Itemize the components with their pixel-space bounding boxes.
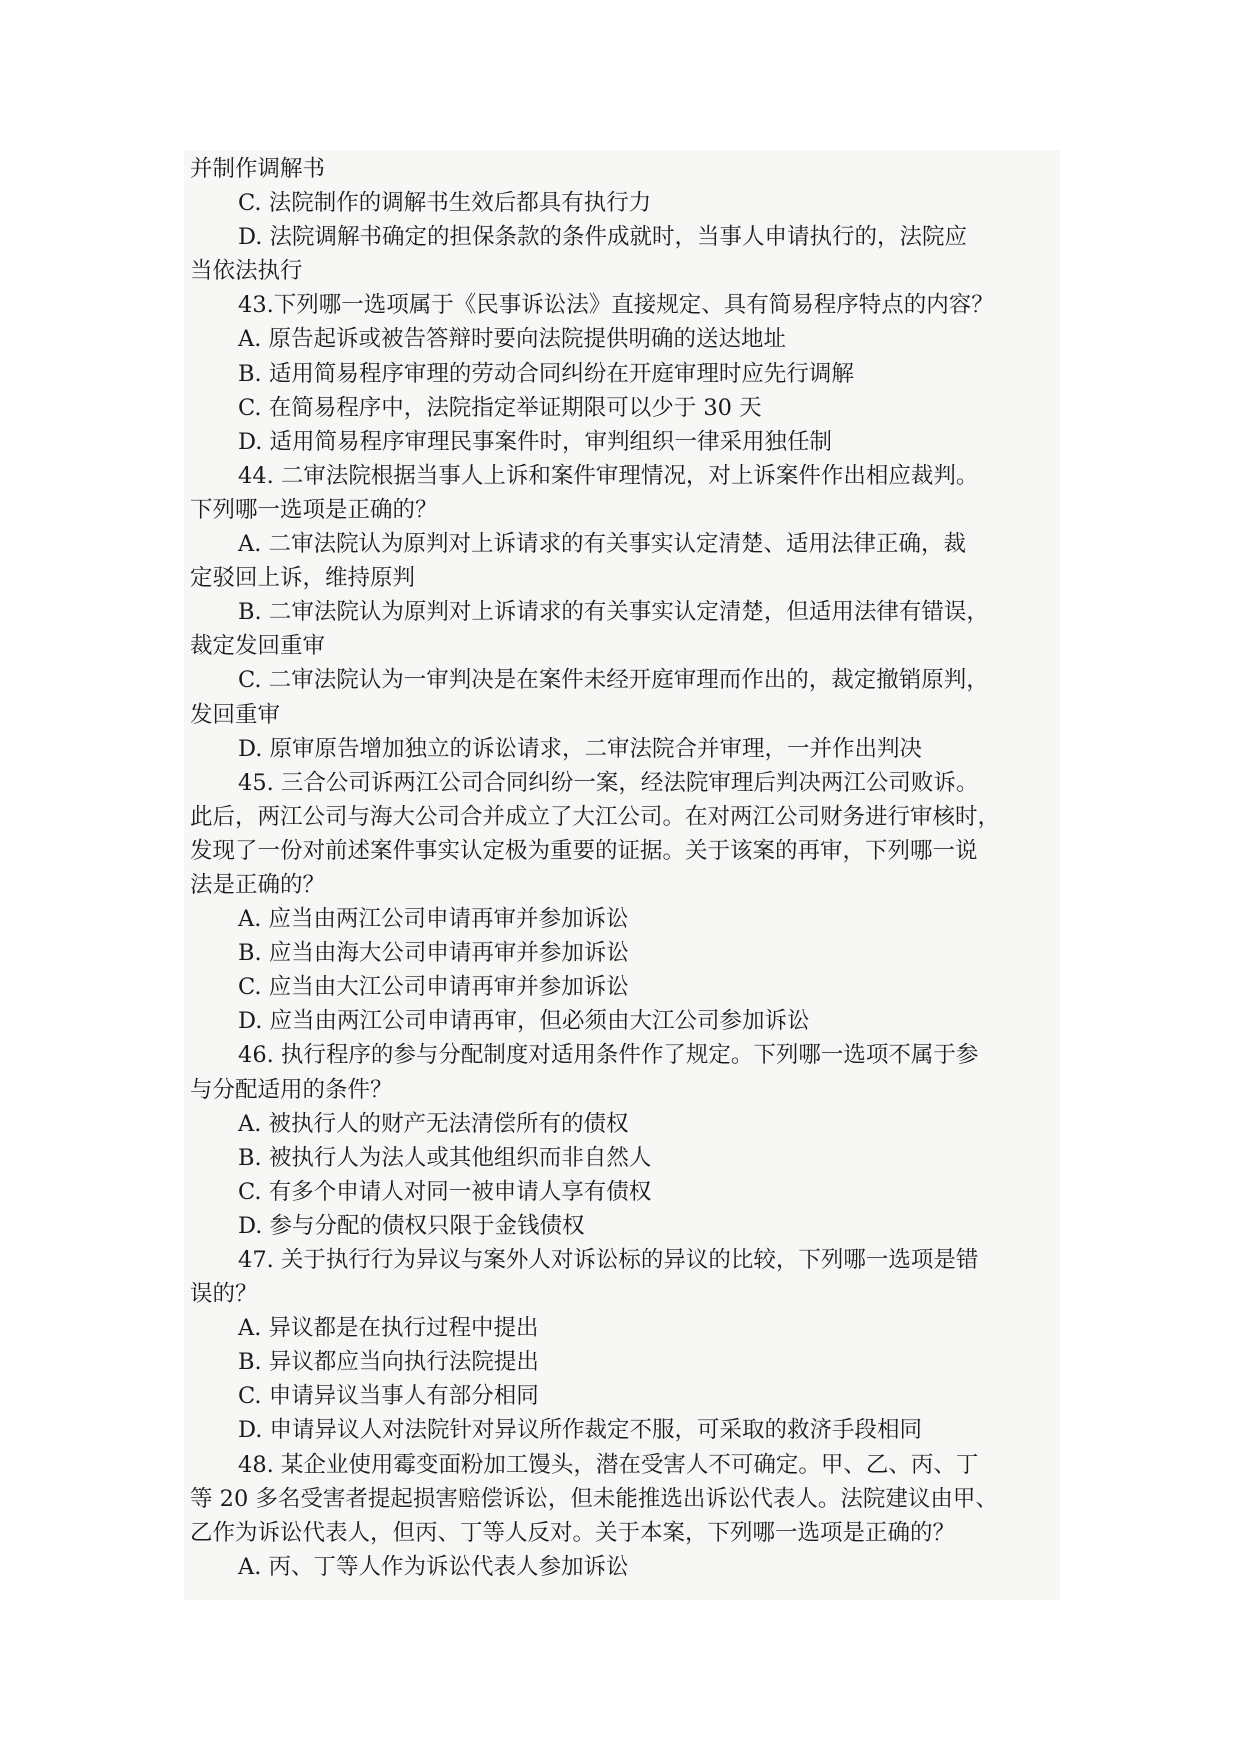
text-line: B. 适用简易程序审理的劳动合同纠纷在开庭审理时应先行调解 (238, 360, 854, 387)
text-line: D. 原审原告增加独立的诉讼请求，二审法院合并审理，一并作出判决 (238, 735, 923, 762)
text-line: C. 申请异议当事人有部分相同 (238, 1383, 539, 1410)
text-line: B. 应当由海大公司申请再审并参加诉讼 (238, 940, 629, 967)
text-line: D. 法院调解书确定的担保条款的条件成就时，当事人申请执行的，法院应 (238, 224, 968, 251)
text-line: C. 在简易程序中，法院指定举证期限可以少于 30 天 (238, 394, 762, 421)
text-line: A. 二审法院认为原判对上诉请求的有关事实认定清楚、适用法律正确，裁 (238, 531, 967, 558)
text-line: 43.下列哪一选项属于《民事诉讼法》直接规定、具有简易程序特点的内容？ (238, 292, 994, 319)
text-line: 发回重审 (190, 701, 281, 728)
text-line: 48. 某企业使用霉变面粉加工馒头，潜在受害人不可确定。甲、乙、丙、丁 (238, 1451, 979, 1478)
text-line: C. 应当由大江公司申请再审并参加诉讼 (238, 974, 629, 1001)
text-line: 45. 三合公司诉两江公司合同纠纷一案，经法院审理后判决两江公司败诉。 (238, 769, 979, 796)
text-line: 误的？ (190, 1281, 258, 1308)
text-line: 法是正确的？ (190, 871, 326, 898)
text-line: D. 参与分配的债权只限于金钱债权 (238, 1212, 585, 1239)
text-line: A. 被执行人的财产无法清偿所有的债权 (238, 1110, 629, 1137)
text-line: B. 二审法院认为原判对上诉请求的有关事实认定清楚，但适用法律有错误， (238, 599, 989, 626)
text-line: 发现了一份对前述案件事实认定极为重要的证据。关于该案的再审，下列哪一说 (190, 837, 978, 864)
text-line: 下列哪一选项是正确的？ (190, 496, 438, 523)
document-page (184, 150, 1060, 1600)
text-line: D. 适用简易程序审理民事案件时，审判组织一律采用独任制 (238, 428, 833, 455)
text-line: C. 有多个申请人对同一被申请人享有债权 (238, 1178, 652, 1205)
text-line: 与分配适用的条件？ (190, 1076, 393, 1103)
text-line: A. 丙、丁等人作为诉讼代表人参加诉讼 (238, 1553, 629, 1580)
text-line: 乙作为诉讼代表人，但丙、丁等人反对。关于本案，下列哪一选项是正确的？ (190, 1519, 956, 1546)
text-line: 裁定发回重审 (190, 633, 326, 660)
text-line: A. 原告起诉或被告答辩时要向法院提供明确的送达地址 (238, 326, 787, 353)
text-line: C. 二审法院认为一审判决是在案件未经开庭审理而作出的，裁定撤销原判， (238, 667, 989, 694)
text-line: 此后，两江公司与海大公司合并成立了大江公司。在对两江公司财务进行审核时， (190, 803, 1001, 830)
text-line: D. 应当由两江公司申请再审，但必须由大江公司参加诉讼 (238, 1008, 810, 1035)
text-line: D. 申请异议人对法院针对异议所作裁定不服，可采取的救济手段相同 (238, 1417, 923, 1444)
text-line: B. 被执行人为法人或其他组织而非自然人 (238, 1144, 652, 1171)
text-line: C. 法院制作的调解书生效后都具有执行力 (238, 190, 652, 217)
text-line: 46. 执行程序的参与分配制度对适用条件作了规定。下列哪一选项不属于参 (238, 1042, 979, 1069)
text-line: 等 20 多名受害者提起损害赔偿诉讼，但未能推选出诉讼代表人。法院建议由甲、 (190, 1485, 998, 1512)
text-line: A. 异议都是在执行过程中提出 (238, 1315, 539, 1342)
text-line: 44. 二审法院根据当事人上诉和案件审理情况，对上诉案件作出相应裁判。 (238, 462, 979, 489)
text-line: 当依法执行 (190, 258, 303, 285)
text-line: 定驳回上诉，维持原判 (190, 565, 416, 592)
text-line: B. 异议都应当向执行法院提出 (238, 1349, 539, 1376)
text-line: 并制作调解书 (190, 156, 326, 182)
text-line: A. 应当由两江公司申请再审并参加诉讼 (238, 906, 629, 933)
text-line: 47. 关于执行行为异议与案外人对诉讼标的异议的比较，下列哪一选项是错 (238, 1247, 979, 1273)
